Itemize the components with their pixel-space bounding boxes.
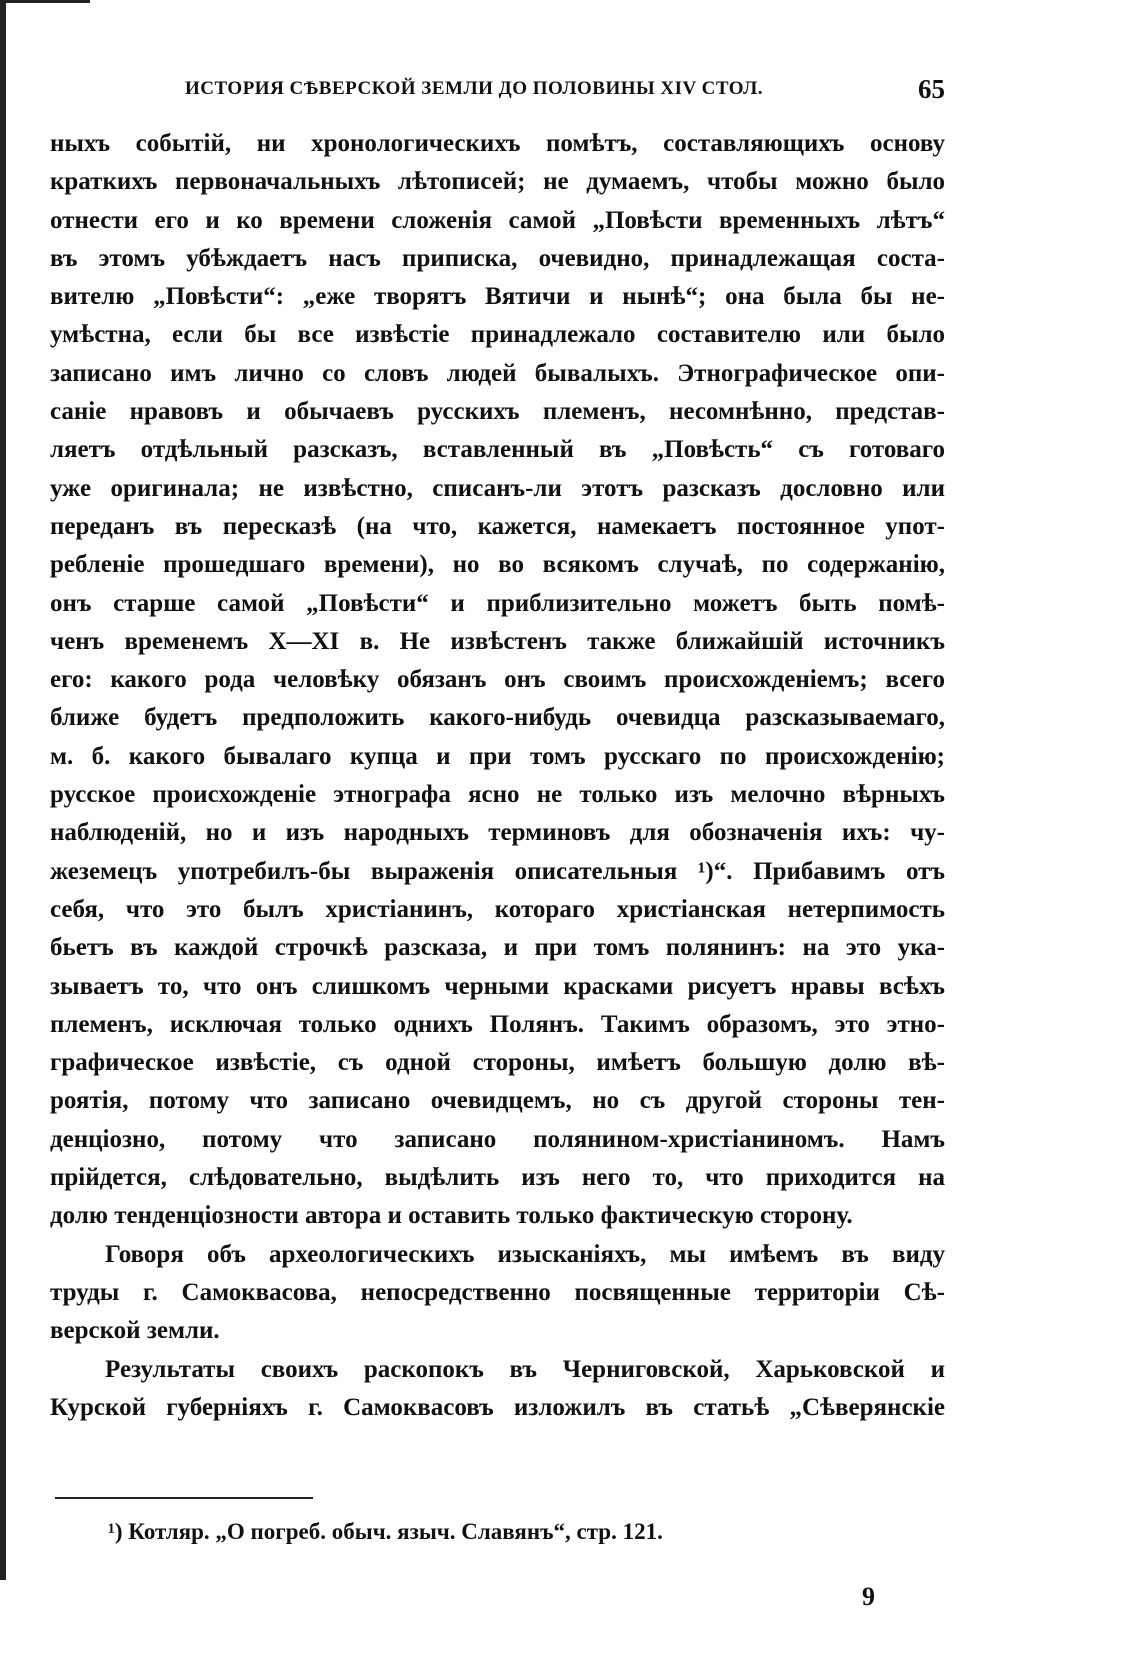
text-line: ныхъ событій, ни хронологическихъ помѣтъ, составляющихъ основу: [50, 130, 945, 157]
text-line: его: какого рода человѣку обязанъ онъ своимъ происхожденіемъ; всего: [50, 666, 945, 694]
text-line: уже оригинала; не извѣстно, списанъ-ли этотъ разсказъ дословно или: [50, 474, 945, 502]
signature-mark: 9: [862, 1582, 875, 1611]
text-line: въ этомъ убѣждаетъ насъ приписка, очевидно, принадлежащая соста-: [50, 244, 945, 272]
text-line: зываетъ то, что онъ слишкомъ черными красками рисуетъ нравы всѣхъ: [50, 972, 945, 1000]
text-line: наблюденій, но и изъ народныхъ терминовъ для обозначенія ихъ: чу-: [50, 819, 945, 847]
text-line: труды г. Самоквасова, непосредственно посвященные территоріи Сѣ-: [50, 1278, 945, 1306]
text-line: краткихъ первоначальныхъ лѣтописей; не думаемъ, чтобы можно было: [50, 168, 945, 196]
text-line: онъ старше самой „Повѣсти“ и приблизительно можетъ быть помѣ-: [50, 589, 945, 617]
text-line: ченъ временемъ X—XI в. Не извѣстенъ также ближайшій источникъ: [50, 627, 945, 655]
text-line: саніе нравовъ и обычаевъ русскихъ племенъ, несомнѣнно, представ-: [50, 398, 945, 426]
footnote-rule: [55, 1497, 313, 1499]
body-text: [50, 125, 945, 1427]
text-line: отнести его и ко времени сложенія самой „Повѣсти временныхъ лѣтъ“: [50, 206, 945, 234]
text-line: умѣстна, если бы все извѣстіе принадлежало составителю или было: [50, 321, 945, 349]
page-number: 65: [918, 74, 945, 104]
text-line: племенъ, исключая только однихъ Полянъ. Такимъ образомъ, это этно-: [50, 1010, 945, 1038]
binding-edge: [0, 0, 6, 1580]
text-line: долю тенденціозности автора и оставить только фактическую сторону.: [50, 1202, 853, 1230]
text-line: Курской губерніяхъ г. Самоквасовъ изложилъ въ статьѣ „Сѣверянскіе: [50, 1393, 945, 1421]
text-line: бьетъ въ каждой строчкѣ разсказа, и при томъ полянинъ: на это ука-: [50, 934, 945, 962]
text-line: верской земли.: [50, 1317, 220, 1345]
text-line: графическое извѣстіе, съ одной стороны, имѣетъ большую долю вѣ-: [50, 1049, 945, 1077]
running-head: [50, 74, 945, 108]
text-line: Говоря объ археологическихъ изысканіяхъ, мы имѣемъ въ виду: [105, 1240, 945, 1268]
text-line: вителю „Повѣсти“: „еже творятъ Вятичи и нынѣ“; она была бы не-: [50, 283, 945, 311]
text-line: роятія, потому что записано очевидцемъ, но съ другой стороны тен-: [50, 1087, 945, 1115]
text-line: прійдется, слѣдовательно, выдѣлить изъ него то, что приходится на: [50, 1164, 945, 1192]
text-line: денціозно, потому что записано полянином-христіаниномъ. Намъ: [50, 1125, 945, 1153]
top-edge-rule: [0, 0, 90, 3]
text-line: жеземецъ употребилъ-бы выраженія описательныя ¹)“. Прибавимъ отъ: [50, 857, 945, 885]
footnote: ¹) Котляр. „О погреб. обыч. языч. Славянъ“, стр. 121.: [108, 1519, 663, 1544]
text-line: ляетъ отдѣльный разсказъ, вставленный въ „Повѣсть“ съ готоваго: [50, 436, 945, 464]
text-line: переданъ въ пересказѣ (на что, кажется, намекаетъ постоянное упот-: [50, 512, 945, 540]
text-line: м. б. какого бывалаго купца и при томъ русскаго по происхожденію;: [50, 742, 945, 770]
text-line: ребленіе прошедшаго времени), но во всякомъ случаѣ, по содержанію,: [50, 551, 945, 579]
text-line: ближе будетъ предположить какого-нибудь очевидца разсказываемаго,: [50, 704, 945, 732]
running-title: ИСТОРИЯ СѢВЕРСКОЙ ЗЕМЛИ ДО ПОЛОВИНЫ XIV СТОЛ.: [185, 78, 764, 99]
text-line: записано имъ лично со словъ людей бывалыхъ. Этнографическое опи-: [50, 359, 945, 387]
text-line: русское происхожденіе этнографа ясно не только изъ мелочно вѣрныхъ: [50, 781, 945, 809]
text-line: Результаты своихъ раскопокъ въ Черниговской, Харьковской и: [105, 1355, 945, 1383]
text-line: себя, что это былъ христіанинъ, котораго христіанская нетерпимость: [50, 895, 945, 923]
